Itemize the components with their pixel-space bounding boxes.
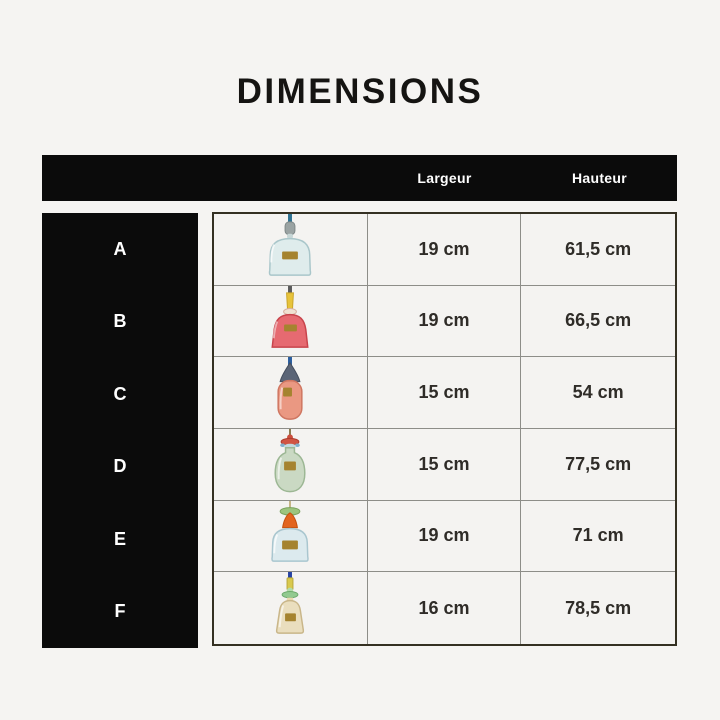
hauteur-value-c: 54 cm <box>521 357 675 429</box>
table-header-bar <box>42 155 677 201</box>
lamp-c-image-cell <box>214 357 368 429</box>
largeur-value-c: 15 cm <box>368 357 522 429</box>
dimensions-table <box>212 212 677 646</box>
pendant-lamp-a-icon <box>260 214 320 285</box>
hauteur-value-d: 77,5 cm <box>521 429 675 501</box>
lamp-a-image-cell <box>214 214 368 286</box>
largeur-value-d: 15 cm <box>368 429 522 501</box>
pendant-lamp-d-icon <box>260 429 320 500</box>
row-letter-c: C <box>113 383 127 404</box>
column-header-hauteur: Hauteur <box>572 170 627 186</box>
lamp-b-image-cell <box>214 286 368 358</box>
pendant-lamp-f-icon <box>260 572 320 643</box>
pendant-lamp-e-icon <box>260 501 320 572</box>
column-header-largeur: Largeur <box>417 170 472 186</box>
row-letter-a: A <box>113 238 127 259</box>
pendant-lamp-c-icon <box>260 357 320 428</box>
row-letter-b: B <box>113 311 127 332</box>
lamp-e-image-cell <box>214 501 368 573</box>
row-letter-e: E <box>113 528 126 549</box>
hauteur-value-a: 61,5 cm <box>521 214 675 286</box>
largeur-value-b: 19 cm <box>368 286 522 358</box>
largeur-value-a: 19 cm <box>368 214 522 286</box>
row-letter-d: D <box>113 456 127 477</box>
row-letter-sidebar <box>42 213 198 648</box>
hauteur-value-b: 66,5 cm <box>521 286 675 358</box>
hauteur-value-f: 78,5 cm <box>565 597 632 618</box>
lamp-f-image-cell <box>214 572 368 644</box>
largeur-value-e: 19 cm <box>368 501 522 573</box>
page-title: DIMENSIONS <box>236 72 484 111</box>
row-letter-f: F <box>114 601 126 622</box>
hauteur-value-e: 71 cm <box>521 501 675 573</box>
lamp-d-image-cell <box>214 429 368 501</box>
largeur-value-f: 16 cm <box>368 572 522 644</box>
pendant-lamp-b-icon <box>260 286 320 357</box>
